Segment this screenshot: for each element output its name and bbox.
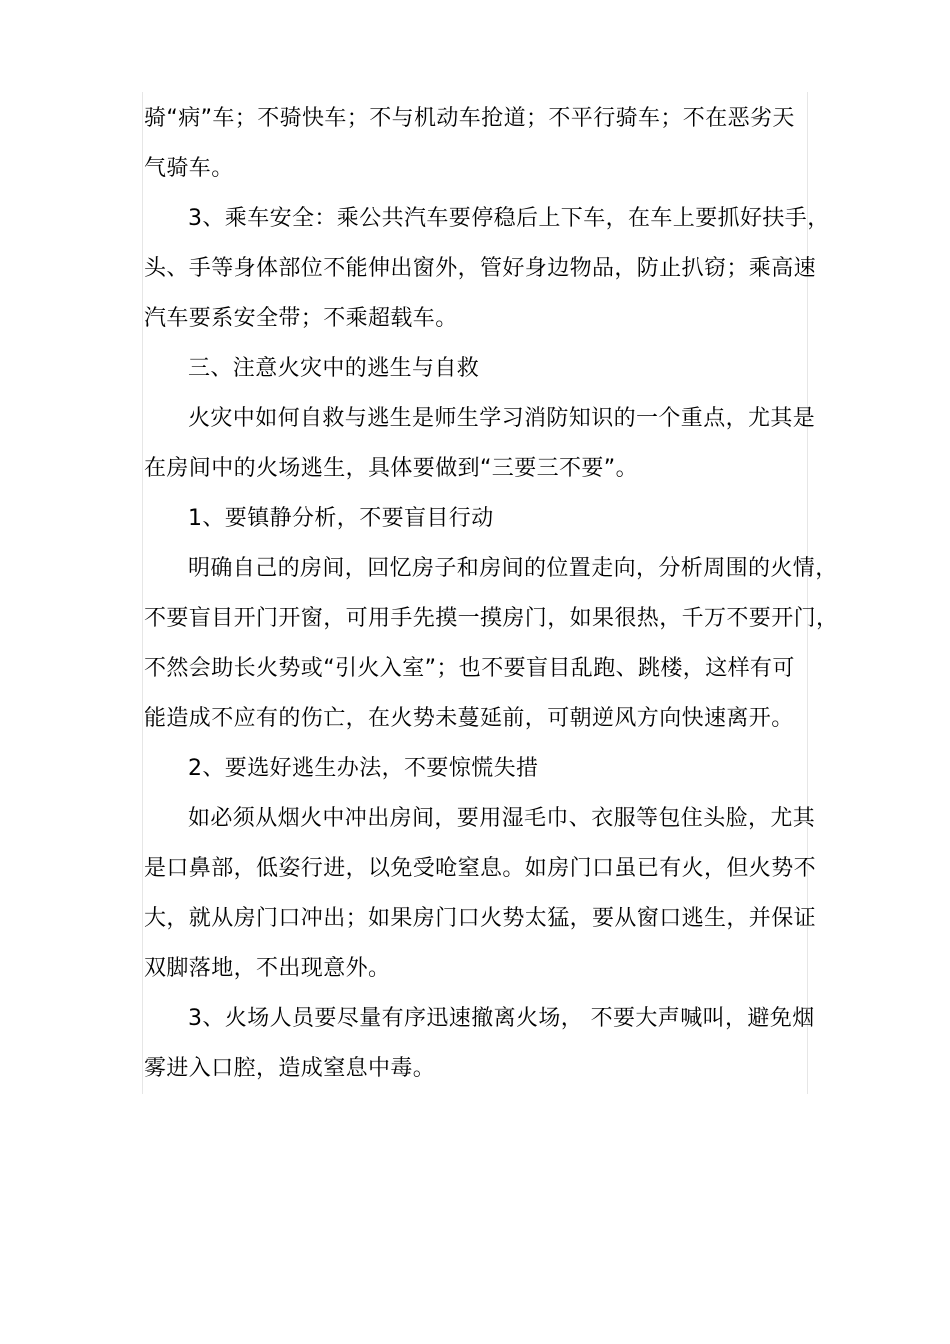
text-line: 气骑车。 (144, 156, 234, 181)
text-line: 在房间中的火场逃生，具体要做到“三要三不要”。 (144, 456, 638, 481)
section-heading: 三、注意火灾中的逃生与自救 (188, 356, 480, 381)
document-body (144, 94, 839, 1094)
text-line: 头、手等身体部位不能伸出窗外，管好身边物品，防止扒窃；乘高速 (144, 256, 817, 281)
text-line: 雾进入口腔，造成窒息中毒。 (144, 1056, 436, 1081)
text-line: 火灾中如何自救与逃生是师生学习消防知识的一个重点，尤其是 (188, 406, 816, 431)
text-line: 3、乘车安全：乘公共汽车要停稳后上下车，在车上要抓好扶手， (188, 206, 830, 231)
text-line: 不然会助长火势或“引火入室”；也不要盲目乱跑、跳楼，这样有可 (144, 656, 795, 681)
text-line: 是口鼻部，低姿行进，以免受呛窒息。如房门口虽已有火，但火势不 (144, 856, 817, 881)
text-line: 能造成不应有的伤亡，在火势未蔓延前，可朝逆风方向快速离开。 (144, 706, 794, 731)
text-line: 大，就从房门口冲出；如果房门口火势太猛，要从窗口逃生，并保证 (144, 906, 817, 931)
subheading: 2、要选好逃生办法，不要惊慌失措 (188, 756, 539, 781)
text-line: 双脚落地，不出现意外。 (144, 956, 391, 981)
text-line: 骑“病”车；不骑快车；不与机动车抢道；不平行骑车；不在恶劣天 (144, 106, 795, 131)
text-line: 如必须从烟火中冲出房间，要用湿毛巾、衣服等包住头脸，尤其 (188, 806, 816, 831)
subheading: 1、要镇静分析，不要盲目行动 (188, 506, 494, 531)
text-line: 不要盲目开门开窗，可用手先摸一摸房门，如果很热，千万不要开门， (144, 606, 839, 631)
text-line: 汽车要系安全带；不乘超载车。 (144, 306, 458, 331)
text-line: 明确自己的房间，回忆房子和房间的位置走向，分析周围的火情， (188, 556, 838, 581)
text-line: 3、火场人员要尽量有序迅速撤离火场， 不要大声喊叫，避免烟 (188, 1006, 815, 1031)
